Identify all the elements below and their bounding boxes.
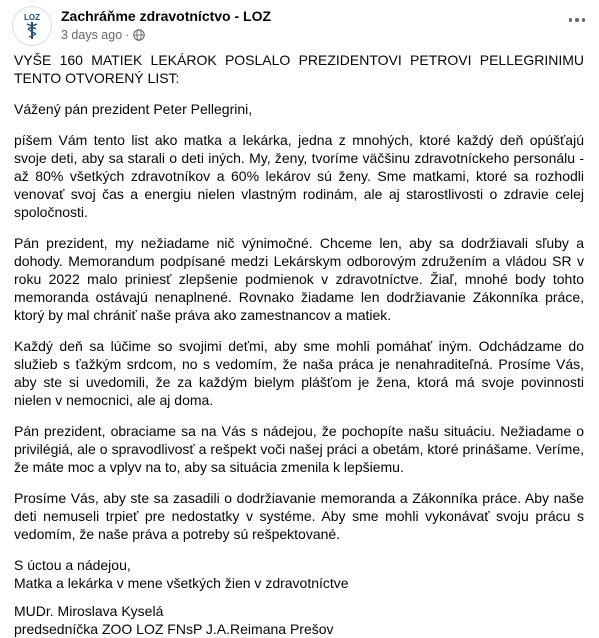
page-avatar[interactable] xyxy=(12,6,52,46)
post-timestamp[interactable]: 3 days ago xyxy=(61,28,123,42)
meta-separator: · xyxy=(125,28,130,42)
post-meta xyxy=(61,28,145,42)
post-closing: S úctou a nádejou, xyxy=(14,557,131,573)
signature-role: predsedníčka ZOO LOZ FNsP J.A.Reimana Prešov xyxy=(14,621,334,637)
post-body xyxy=(14,51,584,638)
globe-icon xyxy=(133,29,145,41)
post-closing-sign: Matka a lekárka v mene všetkých žien v zdravotníctve xyxy=(14,575,349,591)
post-paragraph: Pán prezident, my nežiadame nič výnimočné. Chceme len, aby sa dodržiavali sľuby a dohody. Memorandum podpísané medzi Lekárskym odborovým združením a vládou SR v roku 2022 malo priniesť zlepšenie podmienok v zdravotníctve. Žiaľ, mnohé body tohto memoranda ostávajú nenaplnené. Rovnako žiadame len dodržiavanie Zákonníka práce, ktorý by mal chrániť naše práva ako zamestnancov a matiek. xyxy=(14,235,584,323)
post-paragraph: VYŠE 160 MATIEK LEKÁROK POSLALO PREZIDENTOVI PETROVI PELLEGRINIMU TENTO OTVORENÝ LIST: xyxy=(14,52,584,86)
post-author[interactable]: Zachráňme zdravotníctvo - LOZ xyxy=(61,8,272,24)
signature-name: MUDr. Miroslava Kyselá xyxy=(14,603,164,619)
svg-text:LOZ: LOZ xyxy=(24,13,40,22)
more-options-button[interactable] xyxy=(563,6,591,34)
post-paragraph: píšem Vám tento list ako matka a lekárka, jedna z mnohých, ktoré každý deň opúšťajú svoje deti, aby sa starali o deti iných. My, ženy, tvoríme väčšinu zdravotníckeho personálu - až 80% všetkých zdravotníkov a 60% lekárov sú ženy. Sme matkami, ktoré sa rozhodli venovať svoj čas a energiu nielen vlastným rodinám, ale aj starostlivosti o zdravie celej spoločnosti. xyxy=(14,132,584,220)
post-paragraph: Prosíme Vás, aby ste sa zasadili o dodržiavanie memoranda a Zákonníka práce. Aby naše deti nemuseli trpieť pre nedostatky v systéme. Aby sme mohli vykonávať svoju prácu s vedomím, že naše práva a potreby sú rešpektované. xyxy=(14,490,584,542)
post-paragraph: Vážený pán prezident Peter Pellegrini, xyxy=(14,101,253,117)
more-dots-icon xyxy=(569,18,586,22)
post-paragraph: Každý deň sa lúčime so svojimi deťmi, aby sme mohli pomáhať iným. Odchádzame do služieb s ťažkým srdcom, no s vedomím, že naša práca je nenahraditeľná. Prosíme Vás, aby ste si uvedomili, že za každým bielym plášťom je žena, ktorá má svoje povinnosti nielen v nemocnici, ale aj doma. xyxy=(14,338,584,408)
post-header xyxy=(12,6,587,46)
loz-logo-icon xyxy=(13,7,51,45)
post-paragraph: Pán prezident, obraciame sa na Vás s nádejou, že pochopíte našu situáciu. Nežiadame o privilégiá, ale o spravodlivosť a rešpekt voči našej práci a obetám, ktoré prinášame. Veríme, že máte moc a vplyv na to, aby sa situácia zmenila k lepšiemu. xyxy=(14,423,584,475)
